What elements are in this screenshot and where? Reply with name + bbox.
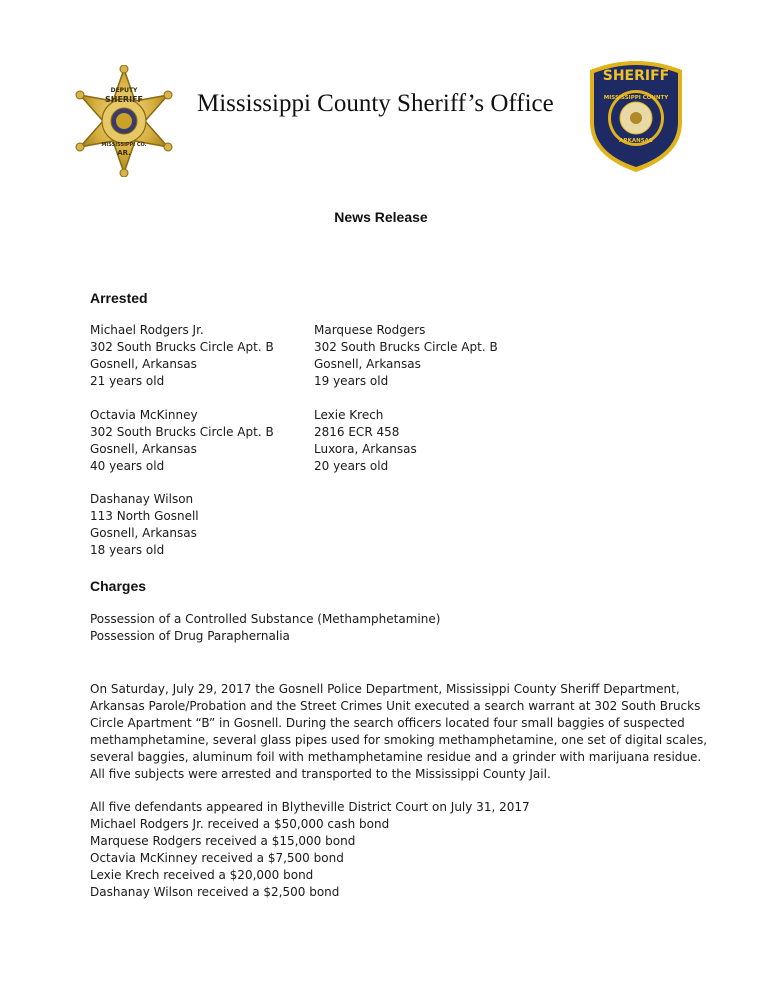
arrested-person xyxy=(314,322,524,390)
star-badge-text-state: AR. xyxy=(117,149,131,157)
arrested-person xyxy=(90,407,300,475)
arrested-person xyxy=(90,322,300,390)
office-title: Mississippi County Sheriff’s Office xyxy=(197,90,554,117)
narrative-line: Circle Apartment “B” in Gosnell. During the search officers located four small baggies of suspected xyxy=(90,716,685,730)
person-name: Michael Rodgers Jr. xyxy=(90,323,204,337)
person-name: Lexie Krech xyxy=(314,408,384,422)
patch-text-top: SHERIFF xyxy=(602,68,670,84)
sheriff-shoulder-patch-icon xyxy=(586,56,686,174)
person-address: 302 South Brucks Circle Apt. B xyxy=(90,340,274,354)
sheriff-star-badge-icon xyxy=(68,65,180,177)
court-summary xyxy=(90,799,530,901)
person-address: 2816 ECR 458 xyxy=(314,425,400,439)
charges-heading: Charges xyxy=(90,578,147,594)
person-name: Dashanay Wilson xyxy=(90,492,194,506)
court-line: Michael Rodgers Jr. received a $50,000 cash bond xyxy=(90,817,390,831)
person-city: Gosnell, Arkansas xyxy=(90,526,197,540)
star-badge-text-county: MISSISSIPPI CO. xyxy=(101,142,147,148)
person-city: Gosnell, Arkansas xyxy=(90,357,197,371)
person-age: 21 years old xyxy=(90,374,165,388)
person-age: 19 years old xyxy=(314,374,389,388)
court-line: Marquese Rodgers received a $15,000 bond xyxy=(90,834,356,848)
person-city: Gosnell, Arkansas xyxy=(314,357,421,371)
narrative-line: Arkansas Parole/Probation and the Street Crimes Unit executed a search warrant at 302 South Brucks xyxy=(90,699,701,713)
charge-item: Possession of Drug Paraphernalia xyxy=(90,629,290,643)
court-line: Dashanay Wilson received a $2,500 bond xyxy=(90,885,340,899)
charges-list xyxy=(90,611,440,645)
court-line: All five defendants appeared in Blytheville District Court on July 31, 2017 xyxy=(90,800,530,814)
narrative-line: All five subjects were arrested and transported to the Mississippi County Jail. xyxy=(90,767,551,781)
narrative-line: methamphetamine, several glass pipes used for smoking methamphetamine, one set of digital scales, xyxy=(90,733,708,747)
person-city: Gosnell, Arkansas xyxy=(90,442,197,456)
person-address: 302 South Brucks Circle Apt. B xyxy=(314,340,498,354)
person-city: Luxora, Arkansas xyxy=(314,442,417,456)
patch-text-county: MISSISSIPPI COUNTY xyxy=(603,95,669,101)
person-age: 20 years old xyxy=(314,459,389,473)
star-badge-text-top: DEPUTY xyxy=(110,87,138,94)
person-name: Marquese Rodgers xyxy=(314,323,426,337)
person-name: Octavia McKinney xyxy=(90,408,198,422)
narrative-line: On Saturday, July 29, 2017 the Gosnell Police Department, Mississippi County Sheriff Department, xyxy=(90,682,680,696)
arrested-person xyxy=(90,491,300,559)
charge-item: Possession of a Controlled Substance (Methamphetamine) xyxy=(90,612,441,626)
patch-text-state: ARKANSAS xyxy=(619,138,653,144)
arrested-heading: Arrested xyxy=(90,290,148,306)
person-age: 40 years old xyxy=(90,459,165,473)
narrative-line: several baggies, aluminum foil with methamphetamine residue and a grinder with marijuana residue. xyxy=(90,750,702,764)
arrested-person xyxy=(314,407,524,475)
person-address: 113 North Gosnell xyxy=(90,509,199,523)
court-line: Octavia McKinney received a $7,500 bond xyxy=(90,851,344,865)
person-age: 18 years old xyxy=(90,543,165,557)
release-title: News Release xyxy=(334,209,428,225)
star-badge-text-sheriff: SHERIFF xyxy=(105,95,143,104)
person-address: 302 South Brucks Circle Apt. B xyxy=(90,425,274,439)
court-line: Lexie Krech received a $20,000 bond xyxy=(90,868,314,882)
narrative-paragraph xyxy=(90,681,708,783)
